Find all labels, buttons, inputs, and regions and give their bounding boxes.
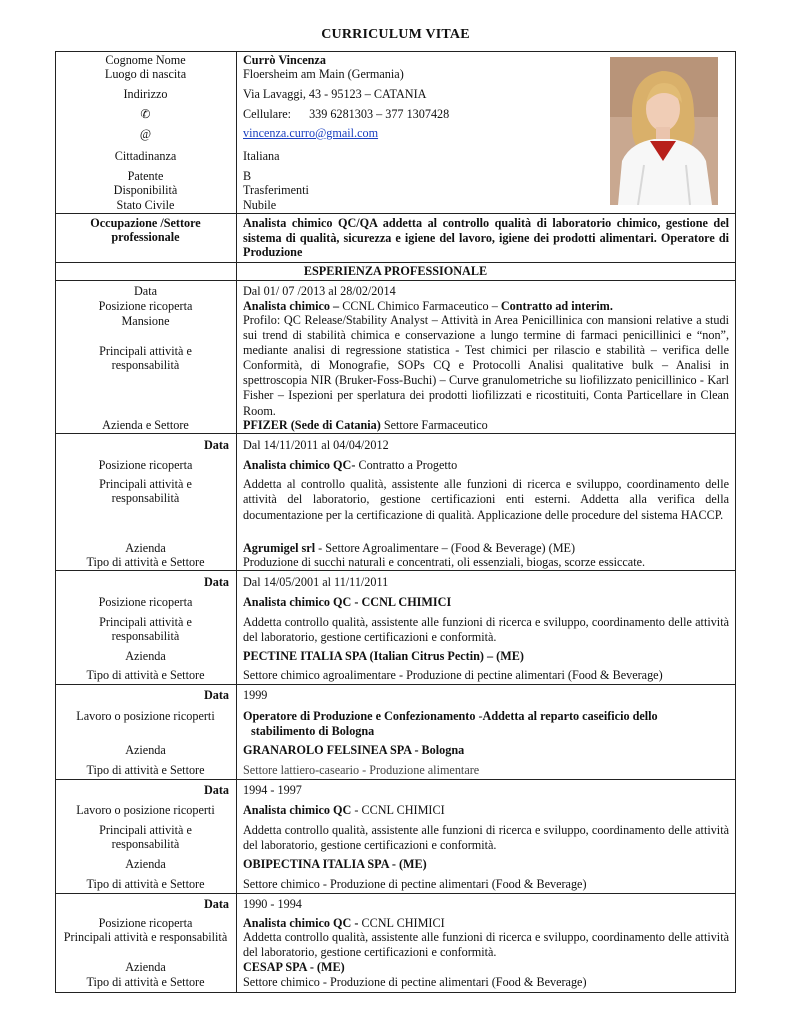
exp6-date: 1990 - 1994: [243, 897, 302, 911]
address: Via Lavaggi, 43 - 95123 – CATANIA: [243, 87, 427, 101]
label-marital-status: Stato Civile: [116, 198, 175, 212]
exp4-date: 1999: [243, 688, 268, 702]
exp6-label-date: Data: [203, 897, 229, 911]
exp3-position: Analista chimico QC - CCNL CHIMICI: [243, 595, 452, 609]
exp3-label-company: Azienda: [125, 649, 166, 663]
exp6-sector: Settore chimico - Produzione di pectine alimentari (Food & Beverage): [243, 975, 587, 989]
exp2-label-resp-1: Principali attività e: [99, 477, 192, 491]
exp6-company: CESAP SPA - (ME): [243, 960, 345, 974]
exp6-position: Analista chimico QC - CCNL CHIMICI: [243, 916, 445, 930]
exp3-label-resp-2: responsabilità: [111, 629, 180, 643]
exp6-label-sector: Tipo di attività e Settore: [86, 975, 205, 989]
exp2-label-position: Posizione ricoperta: [98, 458, 193, 472]
exp2-description: Addetta al controllo qualità, assistente alle funzioni di ricerca e sviluppo, coordinamento delle attività del laboratorio, gestione certificazioni enti esterni. Addetta alla verifica della documentazione per la certificazione di qualità. Applicazione delle procedure del sistema HACCP.: [243, 477, 729, 522]
exp3-company: PECTINE ITALIA SPA (Italian Citrus Pectin) – (ME): [243, 649, 524, 663]
label-address: Indirizzo: [123, 87, 168, 101]
label-birthplace: Luogo di nascita: [104, 67, 187, 81]
label-availability: Disponibilità: [113, 183, 178, 197]
exp4-label-sector: Tipo di attività e Settore: [86, 763, 205, 777]
exp6-label-position: Posizione ricoperta: [98, 916, 193, 930]
exp2-company: Agrumigel srl - Settore Agroalimentare – (Food & Beverage) (ME): [243, 541, 576, 555]
exp3-label-date: Data: [203, 575, 229, 589]
citizenship: Italiana: [243, 149, 280, 163]
exp1-label-resp-2: responsabilità: [111, 358, 180, 372]
page-title: CURRICULUM VITAE: [321, 27, 470, 42]
exp1-label-resp-1: Principali attività e: [99, 344, 192, 358]
row-divider: [55, 262, 736, 263]
exp4-company: GRANAROLO FELSINEA SPA - Bologna: [243, 743, 465, 757]
email-link[interactable]: vincenza.curro@gmail.com: [243, 126, 379, 140]
column-divider: [236, 51, 237, 993]
exp1-date: Dal 01/ 07 /2013 al 28/02/2014: [243, 284, 396, 298]
exp2-date: Dal 14/11/2011 al 04/04/2012: [243, 438, 389, 452]
label-occupation-2: professionale: [111, 230, 180, 244]
phone-icon: ✆: [140, 107, 151, 121]
exp3-label-resp-1: Principali attività e: [99, 615, 192, 629]
license: B: [243, 169, 252, 183]
exp5-label-position: Lavoro o posizione ricoperti: [76, 803, 215, 817]
exp2-label-date: Data: [203, 438, 229, 452]
row-divider: [55, 570, 736, 571]
exp1-position: Analista chimico – CCNL Chimico Farmaceutico – Contratto ad interim.: [243, 299, 613, 313]
profile-photo: [610, 57, 718, 205]
exp1-label-position: Posizione ricoperta: [98, 299, 193, 313]
exp5-company: OBIPECTINA ITALIA SPA - (ME): [243, 857, 427, 871]
availability: Trasferimenti: [243, 183, 309, 197]
exp6-label-resp: Principali attività e responsabilità: [63, 930, 228, 944]
exp4-label-date: Data: [203, 688, 229, 702]
exp5-label-resp-2: responsabilità: [111, 837, 180, 851]
exp1-label-company: Azienda e Settore: [102, 418, 189, 432]
exp2-label-sector: Tipo di attività e Settore: [86, 555, 205, 569]
exp3-date: Dal 14/05/2001 al 11/11/2011: [243, 575, 389, 589]
exp2-position: Analista chimico QC- Contratto a Progetto: [243, 458, 458, 472]
exp4-label-position: Lavoro o posizione ricoperti: [76, 709, 215, 723]
exp5-date: 1994 - 1997: [243, 783, 302, 797]
exp4-label-company: Azienda: [125, 743, 166, 757]
row-divider: [55, 433, 736, 434]
occupation-text: Analista chimico QC/QA addetta al controllo qualità di laboratorio chimico, gestione del sistema di qualità, sicurezza e igiene del lavoro, igiene dei prodotti alimentari. Operatore di Produzione: [243, 216, 729, 259]
exp2-label-company: Azienda: [125, 541, 166, 555]
exp4-position-line2: stabilimento di Bologna: [251, 724, 375, 738]
exp5-label-date: Data: [203, 783, 229, 797]
row-divider: [55, 280, 736, 281]
exp3-label-sector: Tipo di attività e Settore: [86, 668, 205, 682]
exp1-profile: Profilo: QC Release/Stability Analyst – Attività in Area Penicillinica con mansioni relative a studi sui trend di stabilità chimica e conservazione a lungo termine di farmaci penicillinici e “non”, mediante analisi di regressione statistica - Test chimici per rilascio e stabilità – verifica delle Conformità, di Monografie, SOPs CQ e Protocolli Analisi qualitative bulk – Analisi in spettroscopia NIR (Bruker-Foss-Buchi) – Curve granulometriche su liofilizzato penicillinico - Karl Fisher – Ispezioni per sperlatura dei prodotti liofilizzati e ricostituiti, Conta Particellare in Clean Room.: [243, 313, 729, 418]
exp5-label-sector: Tipo di attività e Settore: [86, 877, 205, 891]
email-icon: @: [139, 127, 152, 141]
exp4-position: Operatore di Produzione e Confezionamento -Addetta al reparto caseificio dello: [243, 709, 658, 723]
exp6-label-company: Azienda: [125, 960, 166, 974]
exp3-sector: Settore chimico agroalimentare - Produzione di pectine alimentari (Food & Beverage): [243, 668, 663, 682]
row-divider: [55, 893, 736, 894]
exp1-label-date: Data: [133, 284, 157, 298]
exp2-label-resp-2: responsabilità: [111, 491, 180, 505]
label-occupation-1: Occupazione /Settore: [90, 216, 201, 230]
label-license: Patente: [127, 169, 164, 183]
phone-numbers: 339 6281303 – 377 1307428: [309, 107, 450, 121]
label-name: Cognome Nome: [105, 53, 186, 67]
row-divider: [55, 779, 736, 780]
exp2-sector: Produzione di succhi naturali e concentrati, oli essenziali, biogas, scorze essiccate.: [243, 555, 646, 569]
marital-status: Nubile: [243, 198, 277, 212]
exp5-label-resp-1: Principali attività e: [99, 823, 192, 837]
exp5-position: Analista chimico QC - CCNL CHIMICI: [243, 803, 445, 817]
phone-label: Cellulare:: [243, 107, 292, 121]
row-divider: [55, 213, 736, 214]
exp5-label-company: Azienda: [125, 857, 166, 871]
exp1-label-duty: Mansione: [121, 314, 170, 328]
exp4-sector: Settore lattiero-caseario - Produzione alimentare: [243, 763, 480, 777]
birthplace: Floersheim am Main (Germania): [243, 67, 404, 81]
section-title: ESPERIENZA PROFESSIONALE: [303, 264, 488, 278]
row-divider: [55, 684, 736, 685]
exp5-sector: Settore chimico - Produzione di pectine alimentari (Food & Beverage): [243, 877, 587, 891]
exp3-label-position: Posizione ricoperta: [98, 595, 193, 609]
exp1-company: PFIZER (Sede di Catania) Settore Farmaceutico: [243, 418, 488, 432]
label-citizenship: Cittadinanza: [114, 149, 177, 163]
exp6-description: Addetta controllo qualità, assistente alle funzioni di ricerca e sviluppo, coordinamento delle attività del laboratorio, gestione certificazioni e conformità.: [243, 930, 729, 959]
exp3-description: Addetta controllo qualità, assistente alle funzioni di ricerca e sviluppo, coordinamento delle attività del laboratorio, gestione certificazioni e conformità.: [243, 615, 729, 644]
exp5-description: Addetta controllo qualità, assistente alle funzioni di ricerca e sviluppo, coordinamento delle attività del laboratorio, gestione certificazioni e conformità.: [243, 823, 729, 852]
full-name: Currò Vincenza: [243, 53, 326, 67]
